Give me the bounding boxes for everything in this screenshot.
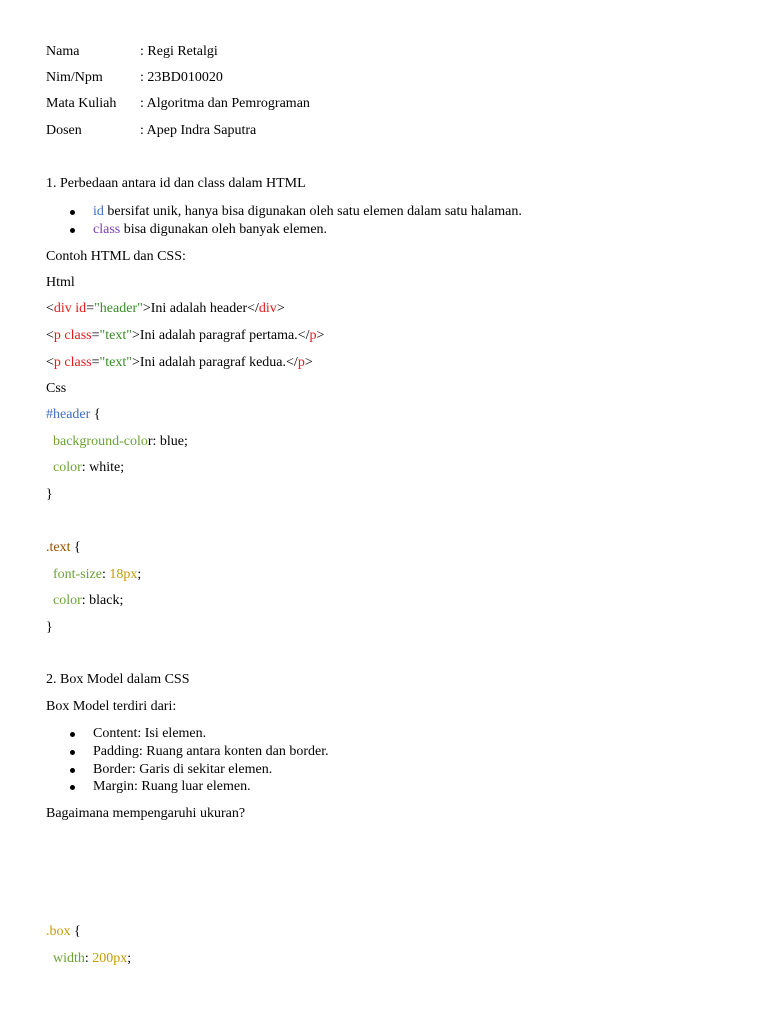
nama-value: : Regi Retalgi [140,44,218,59]
code-number: 200px [92,951,128,966]
code-attr: class [60,355,92,370]
code-token: < [46,328,54,343]
dosen-row [46,123,256,139]
code-token: : [101,567,110,582]
code-text: Ini adalah paragraf pertama. [139,328,298,343]
list-item [70,744,329,760]
bullet-text: Padding: Ruang antara konten dan border. [93,744,329,759]
css-code-line [46,407,101,423]
code-value: : black; [81,593,124,608]
css-code-line [46,567,141,583]
html-label: Html [46,275,75,290]
code-token: </ [286,355,298,370]
code-token: { [90,407,101,422]
code-token: </ [297,328,310,343]
css-code-line [46,487,53,503]
code-property: color [46,593,82,608]
code-token: > [131,355,140,370]
mata-kuliah-row [46,96,310,112]
dosen-value: : Apep Indra Saputra [140,123,257,138]
list-item [70,762,272,778]
q1-title: 1. Perbedaan antara id dan class dalam HTML [46,176,306,191]
code-token: { [70,540,81,555]
html-code-line-3 [46,355,313,371]
mata-kuliah-label: Mata Kuliah [46,96,117,111]
css-code-line [46,540,81,556]
code-token: } [46,487,53,502]
code-token: { [70,924,81,939]
code-token: > [304,355,313,370]
list-item [70,779,251,795]
code-number: 18px [109,567,138,582]
code-attr: id [71,301,87,316]
code-tag: p [53,328,61,343]
code-token: > [316,328,325,343]
css-code-line [46,924,81,940]
css-code-line [46,951,131,967]
code-token: < [46,301,54,316]
list-item [70,222,327,238]
nim-row [46,70,223,86]
css-code-line [46,434,188,450]
code-tag: div [53,301,72,316]
code-selector: #header [46,407,91,422]
code-property: background-colo [46,434,148,449]
code-tag: div [258,301,277,316]
code-tag: p [297,355,305,370]
css-code-line [46,593,123,609]
code-string: "text" [99,355,132,370]
mata-kuliah-value: : Algoritma dan Pemrograman [140,96,310,111]
code-token: > [276,301,285,316]
code-tag: p [53,355,61,370]
code-tag: p [309,328,317,343]
code-token: = [91,355,100,370]
dosen-label: Dosen [46,123,82,138]
q2-question: Bagaimana mempengaruhi ukuran? [46,806,246,821]
code-token: } [46,620,53,635]
code-token: < [46,355,54,370]
code-token: > [142,301,151,316]
code-token: > [131,328,140,343]
nim-label: Nim/Npm [46,70,103,85]
id-keyword: id [93,204,104,219]
bullet-text: Content: Isi elemen. [93,726,207,741]
bullet-text: bisa digunakan oleh banyak elemen. [120,222,328,237]
code-attr: class [60,328,92,343]
bullet-text: Border: Garis di sekitar elemen. [93,762,273,777]
list-item [70,726,206,742]
nama-row [46,44,218,60]
css-code-line [46,620,53,636]
nim-value: : 23BD010020 [140,70,223,85]
code-selector: .box [46,924,71,939]
code-property: font-size [46,567,102,582]
html-code-line-2 [46,328,324,344]
code-token: = [91,328,100,343]
nama-label: Nama [46,44,80,59]
contoh-label: Contoh HTML dan CSS: [46,249,186,264]
code-property: width [46,951,85,966]
html-code-line-1 [46,301,285,317]
css-code-line [46,460,124,476]
code-text: Ini adalah paragraf kedua. [139,355,287,370]
q2-intro: Box Model terdiri dari: [46,699,177,714]
css-label: Css [46,381,67,396]
bullet-text: Margin: Ruang luar elemen. [93,779,251,794]
code-token: = [86,301,95,316]
code-selector: .text [46,540,71,555]
code-value: r: blue; [147,434,188,449]
code-string: "header" [94,301,143,316]
code-value: : white; [81,460,125,475]
code-token: ; [127,951,132,966]
list-item [70,204,522,220]
code-text: Ini adalah header [150,301,248,316]
code-token: : [84,951,93,966]
code-token: ; [137,567,142,582]
code-token: </ [247,301,259,316]
q2-title: 2. Box Model dalam CSS [46,672,190,687]
code-string: "text" [99,328,132,343]
class-keyword: class [93,222,121,237]
bullet-text: bersifat unik, hanya bisa digunakan oleh satu elemen dalam satu halaman. [103,204,522,219]
code-property: color [46,460,82,475]
